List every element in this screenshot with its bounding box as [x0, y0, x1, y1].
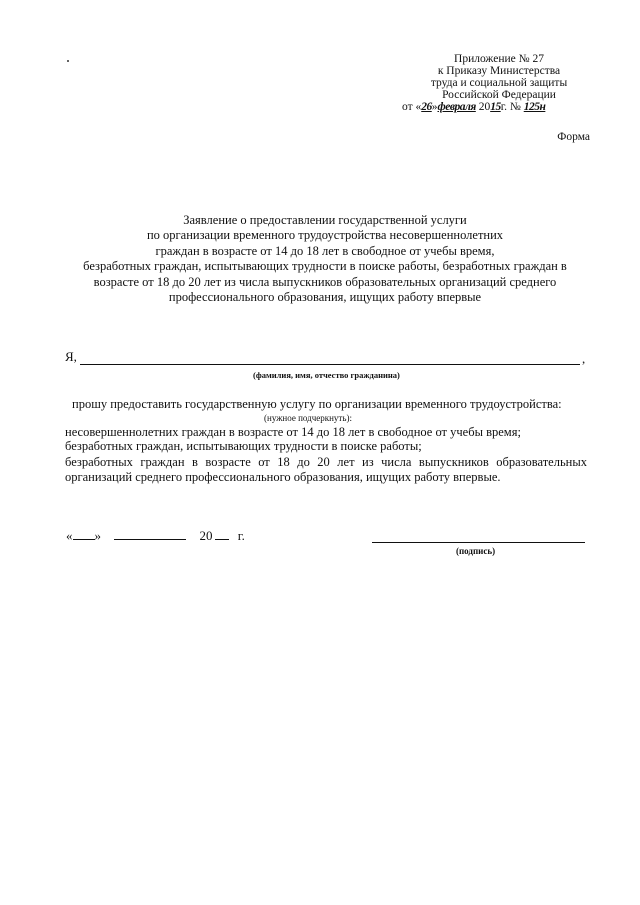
title-line: граждан в возрасте от 14 до 18 лет в свободное от учебы время, [155, 243, 495, 258]
scan-speck [67, 60, 69, 62]
header-order-line: к Приказу Министерства [437, 65, 561, 77]
year-suffix: г. [237, 528, 245, 543]
request-line: прошу предоставить государственную услугу по организации временного трудоустройства: [72, 397, 562, 411]
title-line: Заявление о предоставлении государственной услуги [183, 213, 467, 227]
date-year: 15 [490, 101, 501, 113]
applicant-prefix: Я, [65, 349, 77, 364]
form-label: Форма [557, 131, 590, 143]
date-open-quote: « [66, 528, 73, 543]
document-title [60, 213, 590, 305]
title-line: по организации временного трудоустройства несовершеннолетних [146, 228, 504, 243]
footer-date [66, 527, 245, 544]
option-minors[interactable]: несовершеннолетних граждан в возрасте от 14 до 18 лет в свободное от учебы время; [65, 425, 521, 439]
applicant-name-field[interactable] [80, 364, 580, 365]
option-graduates-line2[interactable]: организаций среднего профессионального образования, ищущих работу впервые. [65, 470, 501, 484]
signature-field[interactable] [372, 542, 585, 543]
header-date-line [402, 100, 545, 114]
header-ministry-line: труда и социальной защиты [430, 77, 568, 89]
header-appendix-number: Приложение № 27 [454, 53, 544, 65]
day-blank[interactable] [73, 527, 95, 540]
option-unemployed-difficulty[interactable]: безработных граждан, испытывающих трудности в поиске работы; [65, 439, 422, 453]
date-year-prefix: 20 [478, 101, 491, 113]
date-day: 26 [421, 101, 432, 113]
month-blank[interactable] [114, 527, 186, 540]
request-note: (нужное подчеркнуть): [264, 413, 352, 423]
title-line: возрасте от 18 до 20 лет из числа выпускников образовательных организаций среднего [93, 274, 557, 289]
order-number: 125н [523, 101, 546, 113]
applicant-comma: , [582, 351, 586, 366]
year-blank[interactable] [215, 527, 229, 540]
year-prefix: 20 [199, 528, 213, 543]
applicant-caption: (фамилия, имя, отчество гражданина) [253, 370, 400, 380]
title-line: профессионального образования, ищущих работу впервые [168, 290, 482, 305]
date-mid: » [431, 101, 438, 113]
date-suffix: г. № [500, 101, 521, 113]
date-month: февраля [437, 101, 476, 113]
title-line: безработных граждан, испытывающих трудности в поиске работы, безработных граждан в [83, 259, 567, 274]
header-country-line: Российской Федерации [442, 89, 556, 101]
option-graduates-line1[interactable]: безработных граждан в возрасте от 18 до 20 лет из числа выпускников образовательных [65, 455, 587, 469]
date-prefix: от « [402, 101, 422, 113]
date-close-quote: » [94, 528, 101, 543]
signature-caption: (подпись) [456, 546, 496, 556]
